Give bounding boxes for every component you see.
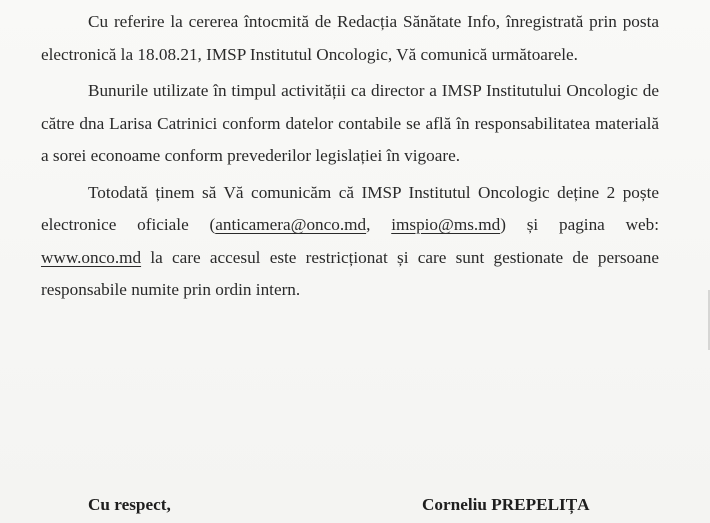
signer-name: Corneliu PREPELIȚA — [422, 495, 590, 514]
paragraph-assets-responsibility — [41, 75, 659, 173]
paragraph-2-text: Bunurile utilizate în timpul activității ca director a IMSP Institutului Oncologic de către dna Larisa Catrinici conform datelor contabile se află în responsabilitatea materială a sorei econoame conform prevederilor legislației în vigoare. — [41, 81, 659, 165]
paragraph-3-text-middle: ) și pagina web: — [500, 215, 659, 234]
closing-salutation: Cu respect, — [88, 495, 171, 514]
paragraph-request-reference — [41, 6, 659, 71]
paragraph-3-text-before: Totodată ținem să Vă comunicăm că IMSP Institutul Oncologic deține 2 poște electronice oficiale ( — [41, 182, 659, 234]
letter-body — [41, 6, 659, 307]
website-link[interactable]: www.onco.md — [41, 247, 142, 267]
email-link-imspio[interactable]: imspio@ms.md — [391, 215, 501, 234]
email-separator: , — [366, 215, 392, 234]
email-link-anticamera[interactable]: anticamera@onco.md — [215, 215, 367, 234]
paragraph-1-text: Cu referire la cererea întocmită de Redacția Sănătate Info, înregistrată prin posta electronică la 18.08.21, IMSP Institutul Oncologic, Vă comunică următoarele. — [41, 12, 659, 64]
paragraph-3-text-after: la care accesul este restricționat și care sunt gestionate de persoane responsabile numite prin ordin intern. — [41, 247, 659, 299]
paragraph-official-contacts — [41, 177, 659, 307]
